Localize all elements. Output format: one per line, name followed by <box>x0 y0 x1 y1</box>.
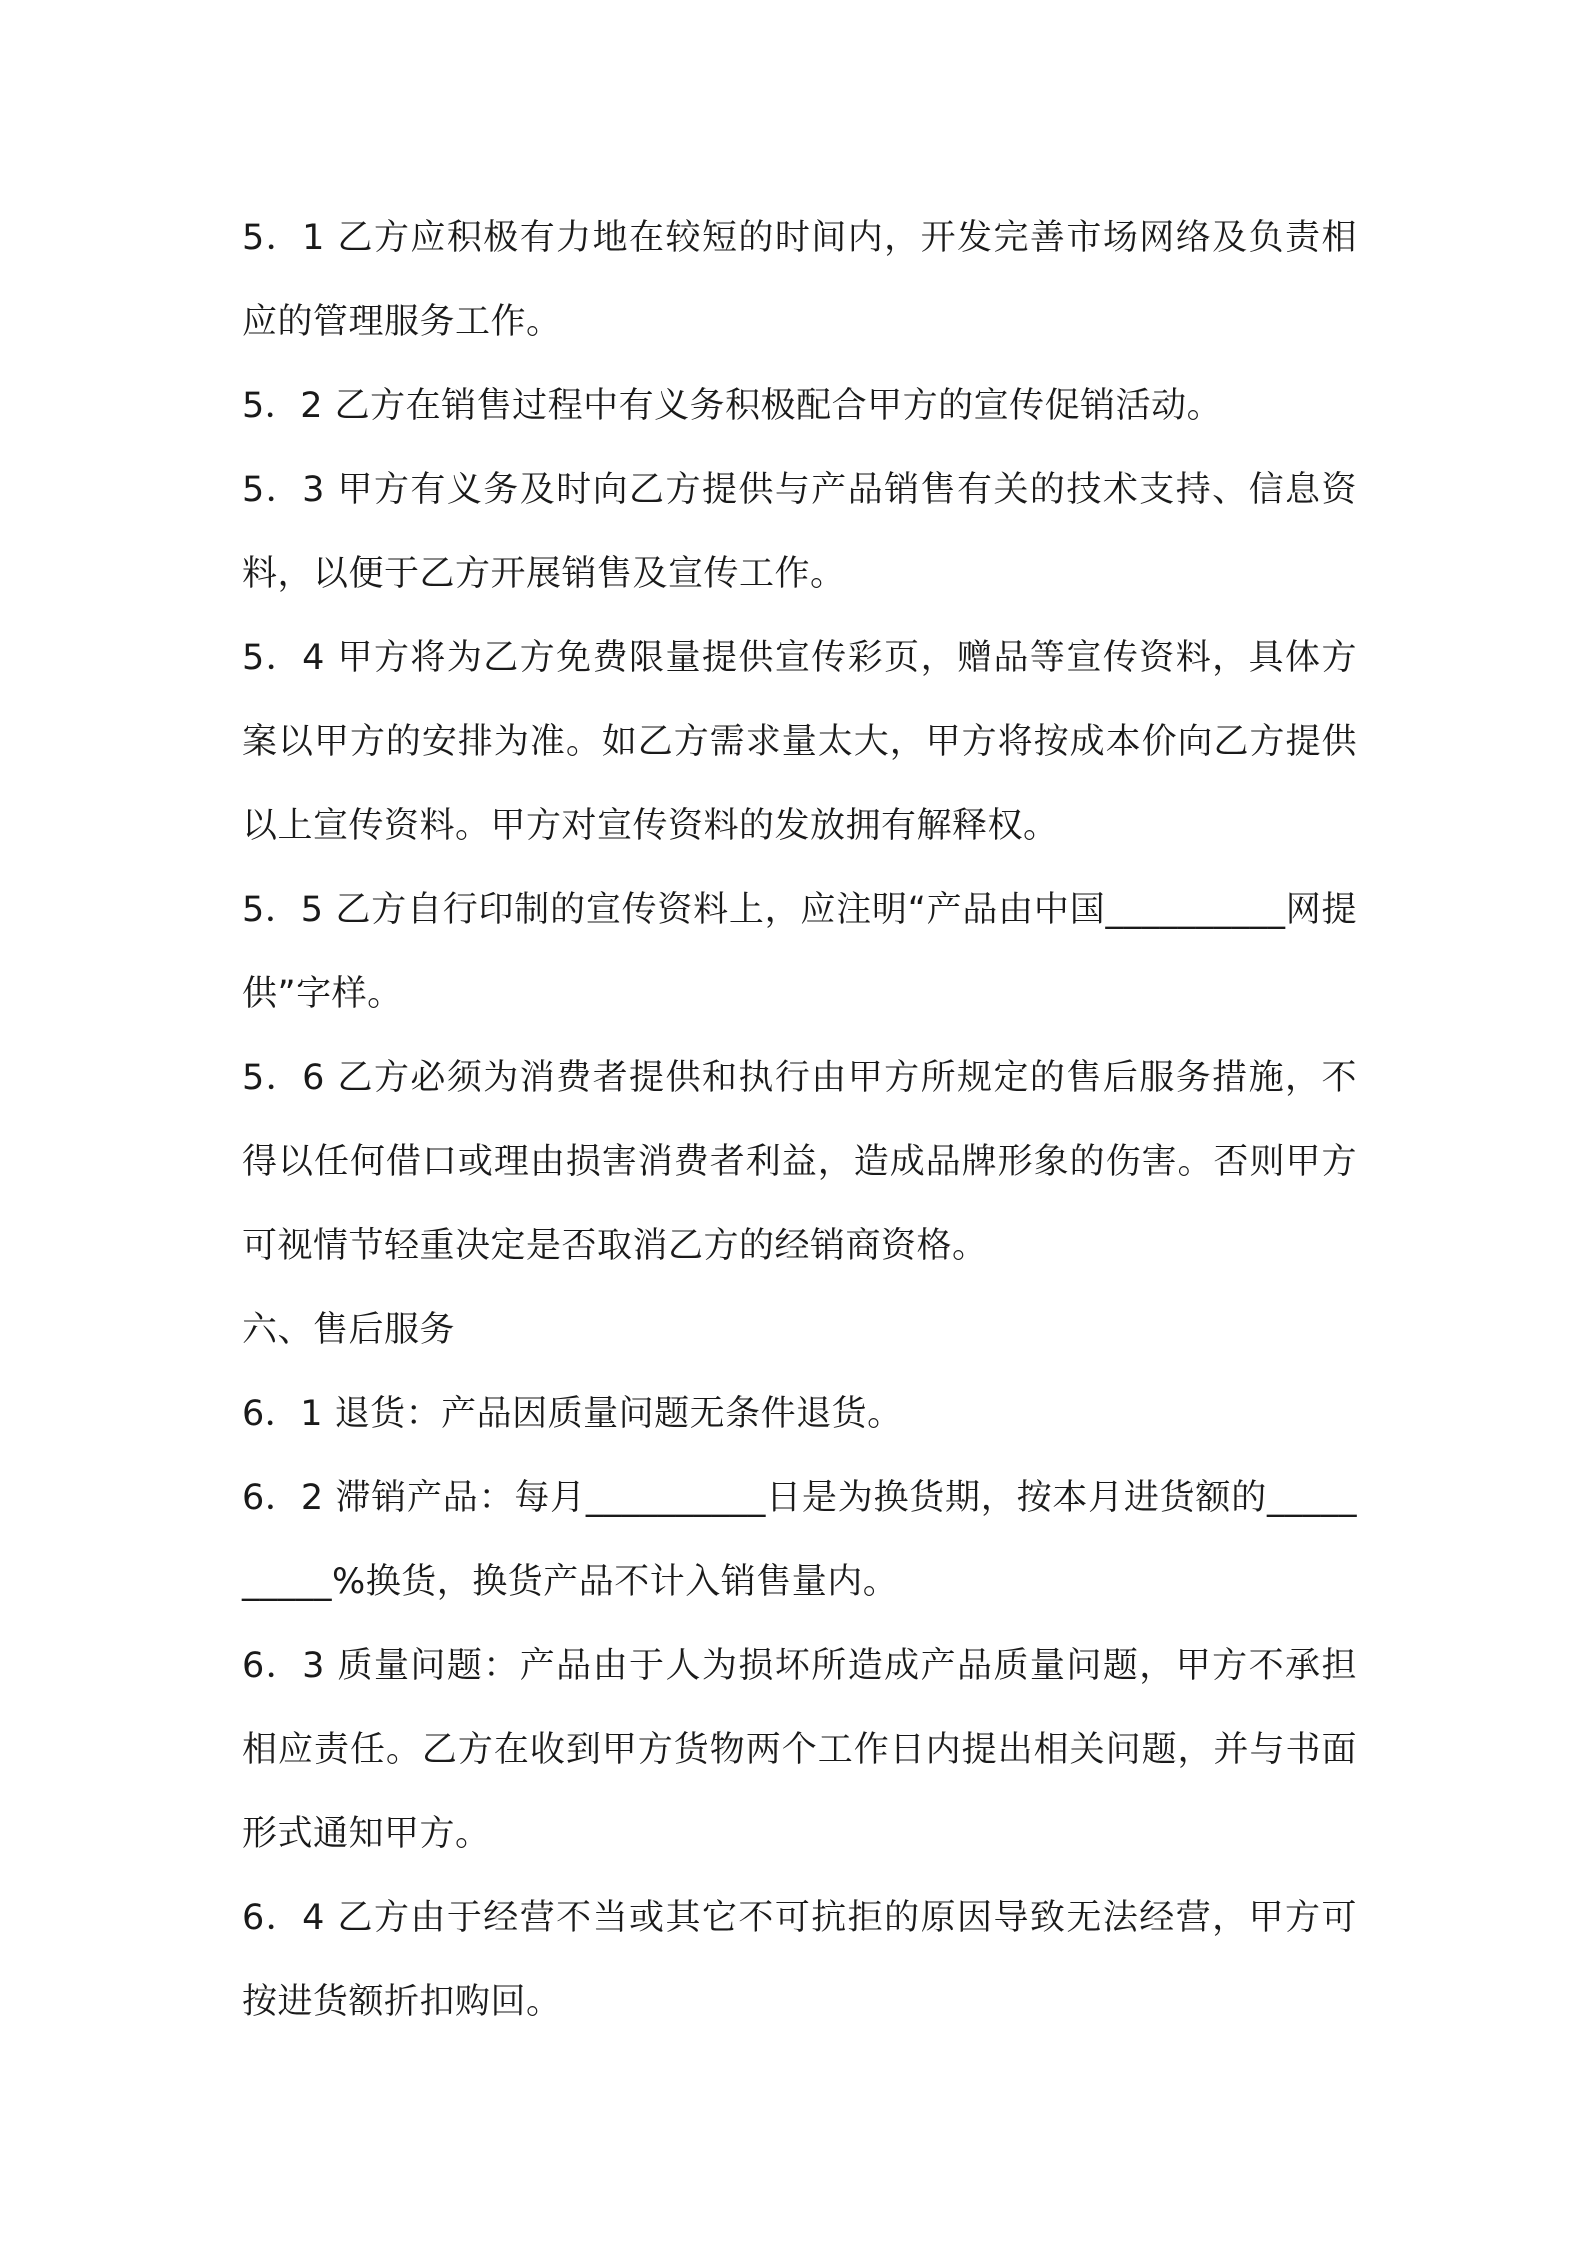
clause-number: 5．3 <box>242 470 338 510</box>
clause-number: 5．4 <box>242 638 338 678</box>
document-body <box>242 196 1357 2044</box>
clause-text: 乙方在销售过程中有义务积极配合甲方的宣传促销活动。 <box>334 386 1223 426</box>
clause-5-4 <box>242 616 1357 868</box>
clause-text: 乙方由于经营不当或其它不可抗拒的原因导致无法经营，甲方可按进货额折扣购回。 <box>242 1898 1357 2022</box>
clause-5-6 <box>242 1036 1357 1288</box>
clause-text: 滞销产品：每月__________日是为换货期，按本月进货额的__________%换货，换货产品不计入销售量内。 <box>242 1478 1357 1602</box>
clause-number: 6．2 <box>242 1478 336 1518</box>
clause-number: 5．5 <box>242 890 336 930</box>
clause-5-3 <box>242 448 1357 616</box>
clause-number: 5．1 <box>242 218 338 258</box>
clause-text: 乙方应积极有力地在较短的时间内，开发完善市场网络及负责相应的管理服务工作。 <box>242 218 1357 342</box>
clause-6-1 <box>242 1372 1357 1456</box>
clause-5-2 <box>242 364 1357 448</box>
clause-text: 甲方有义务及时向乙方提供与产品销售有关的技术支持、信息资料，以便于乙方开展销售及宣传工作。 <box>242 470 1357 594</box>
clause-number: 5．2 <box>242 386 335 426</box>
clause-text: 乙方必须为消费者提供和执行由甲方所规定的售后服务措施，不得以任何借口或理由损害消费者利益，造成品牌形象的伤害。否则甲方可视情节轻重决定是否取消乙方的经销商资格。 <box>242 1058 1357 1266</box>
clause-text: 乙方自行印制的宣传资料上，应注明“产品由中国__________网提供”字样。 <box>242 890 1357 1014</box>
clause-number: 6．4 <box>242 1898 338 1938</box>
clause-6-3 <box>242 1624 1357 1876</box>
clause-text: 质量问题：产品由于人为损坏所造成产品质量问题，甲方不承担相应责任。乙方在收到甲方货物两个工作日内提出相关问题，并与书面形式通知甲方。 <box>242 1646 1357 1854</box>
clause-number: 6．3 <box>242 1646 338 1686</box>
clause-5-5 <box>242 868 1357 1036</box>
section-heading-6 <box>242 1288 1357 1372</box>
clause-5-1 <box>242 196 1357 364</box>
clause-number: 6．1 <box>242 1394 335 1434</box>
clause-number: 5．6 <box>242 1058 338 1098</box>
clause-6-4 <box>242 1876 1357 2044</box>
clause-6-2 <box>242 1456 1357 1624</box>
section-heading-text: 六、售后服务 <box>242 1310 456 1350</box>
clause-text: 甲方将为乙方免费限量提供宣传彩页，赠品等宣传资料，具体方案以甲方的安排为准。如乙方需求量太大，甲方将按成本价向乙方提供以上宣传资料。甲方对宣传资料的发放拥有解释权。 <box>242 638 1357 846</box>
clause-text: 退货：产品因质量问题无条件退货。 <box>334 1394 903 1434</box>
